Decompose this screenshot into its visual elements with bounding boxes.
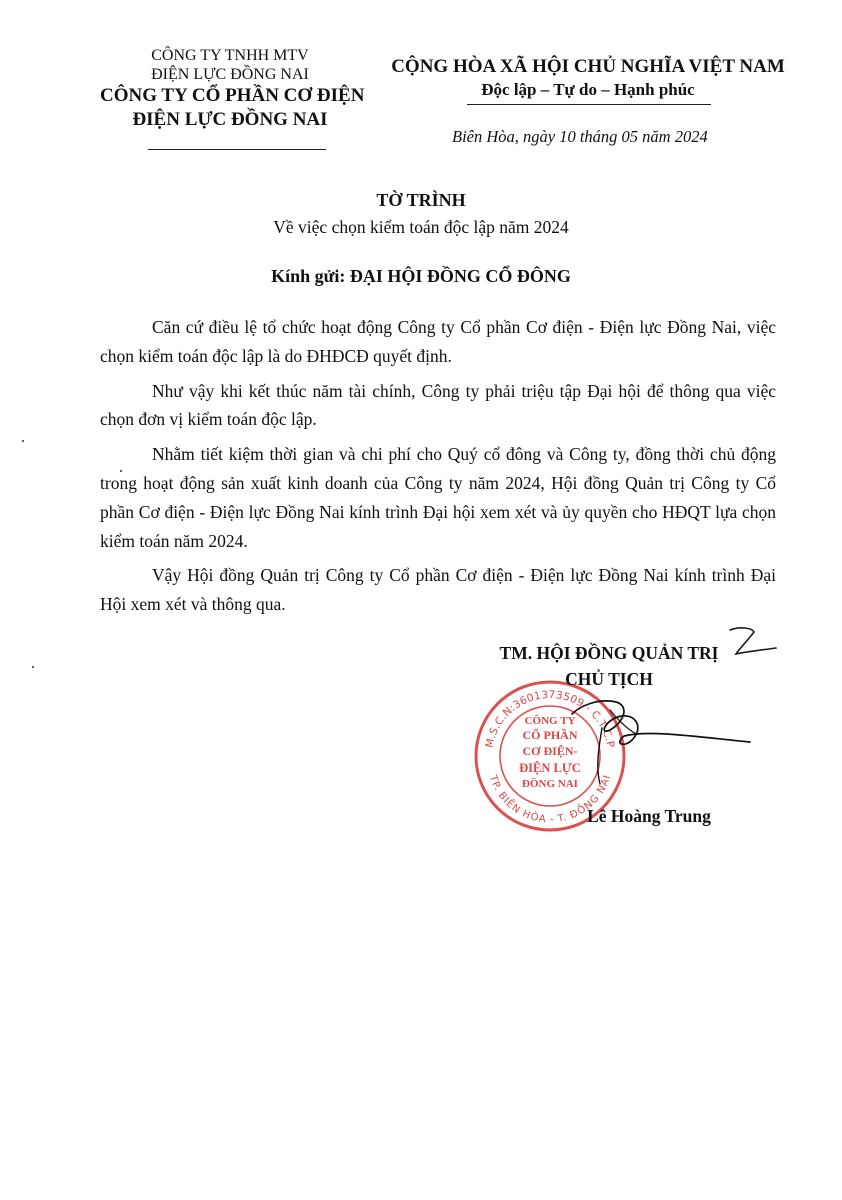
scan-speck bbox=[120, 470, 122, 472]
right-header-divider bbox=[467, 104, 711, 105]
national-motto: Độc lập – Tự do – Hạnh phúc bbox=[481, 80, 695, 99]
seal-center-line: ĐIỆN LỰC bbox=[519, 761, 581, 775]
paragraph: Vậy Hội đồng Quản trị Công ty Cổ phần Cơ điện - Điện lực Đồng Nai kính trình Đại Hội xem xét và thông qua. bbox=[100, 565, 776, 615]
signature-on-behalf: TM. HỘI ĐỒNG QUẢN TRỊ bbox=[499, 643, 719, 663]
seal-center-line: ĐỒNG NAI bbox=[522, 778, 578, 790]
handwritten-signature bbox=[540, 618, 780, 788]
recipient-line: Kính gửi: ĐẠI HỘI ĐỒNG CỔ ĐÔNG bbox=[271, 266, 571, 286]
paragraph: Nhằm tiết kiệm thời gian và chi phí cho Quý cổ đông và Công ty, đồng thời chủ động trong hoạt động sản xuất kinh doanh của Công ty năm 2024, Hội đồng Quản trị Công ty Cổ phần Cơ điện - Điện lực Đồng Nai kính trình Đại hội xem xét và ủy quyền cho HĐQT lựa chọn kiểm toán năm 2024. bbox=[100, 444, 776, 551]
scan-speck bbox=[32, 666, 34, 668]
signatory-name: Lê Hoàng Trung bbox=[587, 806, 711, 826]
national-title: CỘNG HÒA XÃ HỘI CHỦ NGHĨA VIỆT NAM bbox=[391, 56, 785, 77]
parent-company-name: ĐIỆN LỰC ĐỒNG NAI bbox=[151, 66, 309, 83]
seal-center-line: CỔ PHẦN bbox=[522, 728, 578, 742]
document-subtitle: Về việc chọn kiểm toán độc lập năm 2024 bbox=[273, 217, 569, 237]
seal-center-line: CƠ ĐIỆN- bbox=[522, 744, 578, 758]
company-name-line1: CÔNG TY CỔ PHẦN CƠ ĐIỆN bbox=[100, 85, 365, 106]
paragraph: Căn cứ điều lệ tổ chức hoạt động Công ty Cổ phần Cơ điện - Điện lực Đồng Nai, việc chọn kiểm toán độc lập là do ĐHĐCĐ quyết định. bbox=[100, 317, 776, 366]
seal-ring-top-text: M.S.C.N:3601373509 - C.T.C.P bbox=[483, 688, 617, 749]
seal-center-line: CÔNG TY bbox=[524, 715, 576, 727]
parent-company-line: CÔNG TY TNHH MTV bbox=[151, 47, 309, 64]
document-title: TỜ TRÌNH bbox=[376, 190, 466, 210]
document-body bbox=[100, 313, 776, 625]
signature-position: CHỦ TỊCH bbox=[565, 669, 653, 689]
scan-speck bbox=[22, 440, 24, 442]
seal-ring-bottom-text: TP. BIÊN HÒA - T. ĐỒNG NAI bbox=[486, 773, 614, 826]
left-header-divider bbox=[148, 149, 326, 150]
place-date: Biên Hòa, ngày 10 tháng 05 năm 2024 bbox=[452, 127, 708, 146]
issuer-header bbox=[100, 46, 365, 132]
company-name-line2: ĐIỆN LỰC ĐỒNG NAI bbox=[132, 109, 328, 130]
paragraph: Như vậy khi kết thúc năm tài chính, Công ty phải triệu tập Đại hội để thông qua việc chọn đơn vị kiểm toán độc lập. bbox=[100, 380, 776, 430]
national-header bbox=[374, 55, 802, 101]
